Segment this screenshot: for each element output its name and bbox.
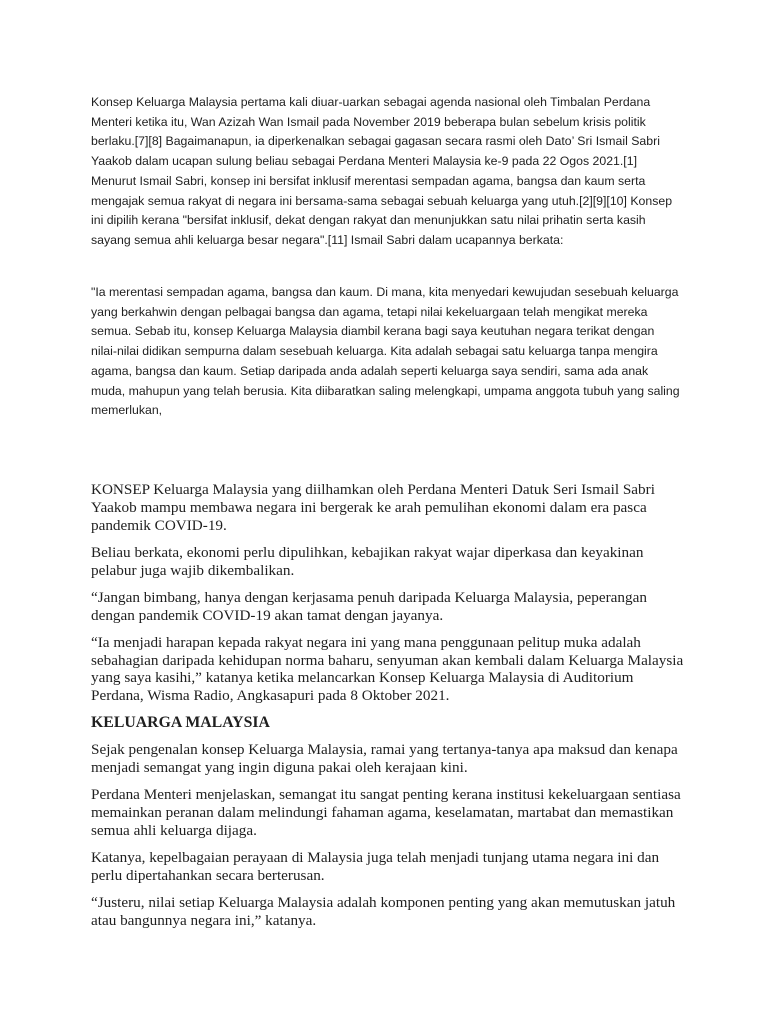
article-paragraph-5: Sejak pengenalan konsep Keluarga Malaysia, ramai yang tertanya-tanya apa maksud dan kenapa menjadi semangat yang ingin diguna pakai oleh kerajaan kini. [91, 741, 678, 777]
article-paragraph-1: KONSEP Keluarga Malaysia yang diilhamkan oleh Perdana Menteri Datuk Seri Ismail Sabri Yaakob mampu membawa negara ini bergerak ke arah pemulihan ekonomi dalam era pasca pandemik COVID-19. [91, 481, 655, 534]
article-section [91, 481, 686, 939]
article-paragraph-6: Perdana Menteri menjelaskan, semangat itu sangat penting kerana institusi kekeluargaan sentiasa memainkan peranan dalam melindungi fahaman agama, keselamatan, martabat dan memastikan semua ahli keluarga dijaga. [91, 786, 681, 839]
section-heading: KELUARGA MALAYSIA [91, 714, 270, 732]
intro-paragraph: Konsep Keluarga Malaysia pertama kali diuar-uarkan sebagai agenda nasional oleh Timbalan Perdana Menteri ketika itu, Wan Azizah Wan Ismail pada November 2019 beberapa bulan sebelum krisis politik berlaku.[7][8] Bagaimanapun, ia diperkenalkan sebagai gagasan secara rasmi oleh Dato’ Sri Ismail Sabri Yaakob dalam ucapan sulung beliau sebagai Perdana Menteri Malaysia ke-9 pada 22 Ogos 2021.[1] Menurut Ismail Sabri, konsep ini bersifat inklusif merentasi sempadan agama, bangsa dan kaum serta mengajak semua rakyat di negara ini bersama-sama sebagai sebuah keluarga yang utuh.[2][9][10] Konsep ini dipilih kerana "bersifat inklusif, dekat dengan rakyat dan menunjukkan satu nilai prihatin serta kasih sayang semua ahli keluarga besar negara".[11] Ismail Sabri dalam ucapannya berkata: [91, 95, 673, 247]
article-paragraph-7: Katanya, kepelbagaian perayaan di Malaysia juga telah menjadi tunjang utama negara ini dan perlu dipertahankan secara berterusan. [91, 849, 660, 884]
article-paragraph-2: Beliau berkata, ekonomi perlu dipulihkan, kebajikan rakyat wajar diperkasa dan keyakinan pelabur juga wajib dikembalikan. [91, 543, 644, 579]
quote-paragraph: "Ia merentasi sempadan agama, bangsa dan kaum. Di mana, kita menyedari kewujudan sesebuah keluarga yang berkahwin dengan pelbagai bangsa dan agama, tetapi nilai kekeluargaan telah mengikat mereka semua. Sebab itu, konsep Keluarga Malaysia diambil kerana bagi saya keutuhan negara terikat dengan nilai-nilai didikan sempurna dalam sesebuah keluarga. Kita adalah sebagai satu keluarga tanpa mengira agama, bangsa dan kaum. Setiap daripada anda adalah seperti keluarga saya sendiri, sama ada anak muda, mahupun yang telah berusia. Kita diibaratkan saling melengkapi, umpama anggota tubuh yang saling memerlukan, [91, 285, 680, 418]
article-paragraph-8: “Justeru, nilai setiap Keluarga Malaysia adalah komponen penting yang akan memutuskan jatuh atau bangunnya negara ini,” katanya. [91, 894, 676, 929]
article-paragraph-4: “Ia menjadi harapan kepada rakyat negara ini yang mana penggunaan pelitup muka adalah sebahagian daripada kehidupan norma baharu, senyuman akan kembali dalam Keluarga Malaysia yang saya kasihi,” katanya ketika melancarkan Konsep Keluarga Malaysia di Auditorium Perdana, Wisma Radio, Angkasapuri pada 8 Oktober 2021. [91, 633, 684, 705]
article-paragraph-3: “Jangan bimbang, hanya dengan kerjasama penuh daripada Keluarga Malaysia, peperangan dengan pandemik COVID-19 akan tamat dengan jayanya. [91, 588, 647, 624]
